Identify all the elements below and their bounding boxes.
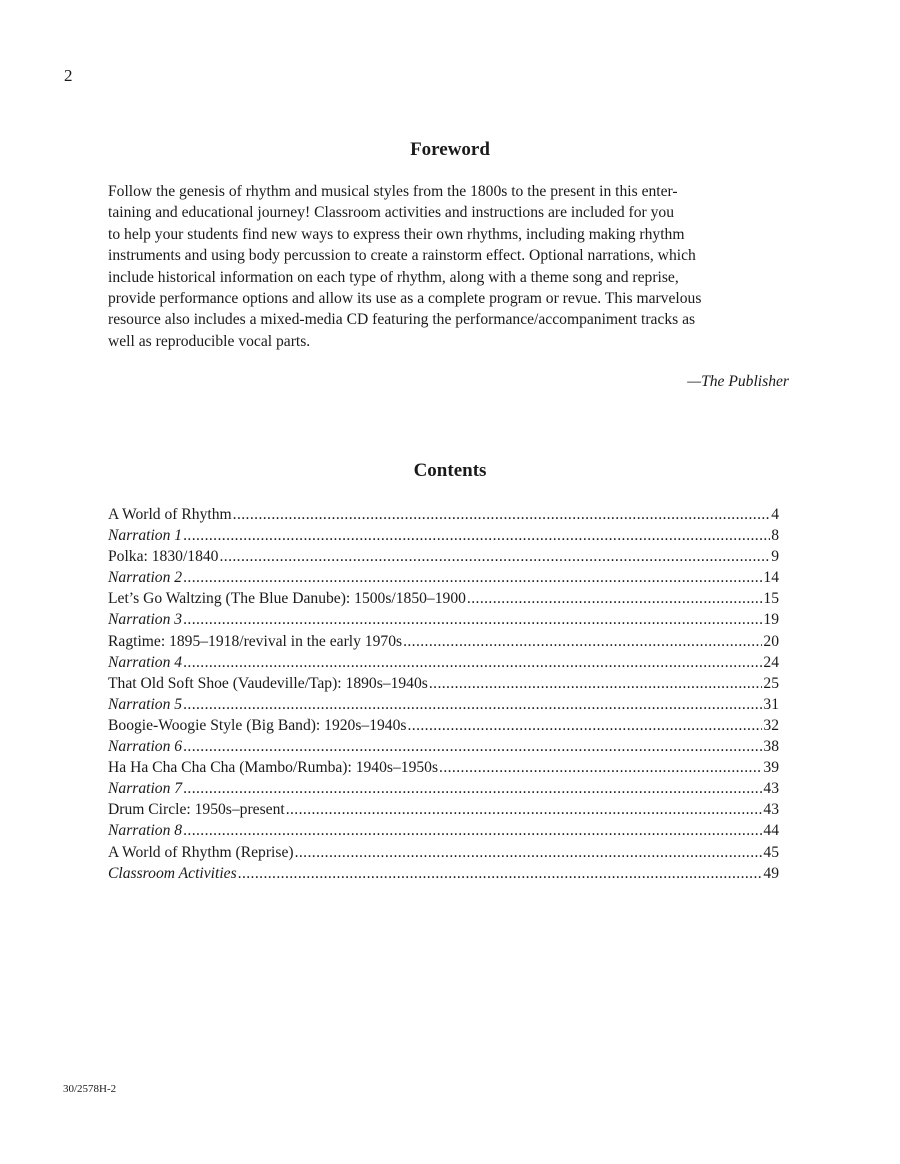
toc-dot-leader [286, 799, 763, 820]
toc-entry-title: Narration 3 [108, 611, 183, 629]
toc-dot-leader [439, 757, 762, 778]
toc-entry-page: 43 [763, 801, 779, 819]
toc-entry-page: 31 [763, 695, 779, 713]
toc-dot-leader [183, 778, 762, 799]
toc-entry [108, 546, 779, 567]
toc-entry-page: 9 [771, 548, 779, 566]
toc-entry-page: 8 [771, 527, 779, 545]
toc-dot-leader [233, 504, 771, 525]
toc-dot-leader [183, 694, 762, 715]
foreword-line: to help your students find new ways to express their own rhythms, including making rhythm [108, 225, 685, 243]
toc-entry-page: 49 [763, 864, 779, 882]
toc-dot-leader [238, 863, 763, 884]
toc-dot-leader [183, 652, 762, 673]
foreword-line: Follow the genesis of rhythm and musical styles from the 1800s to the present in this enter- [108, 183, 678, 200]
toc-entry-title: Drum Circle: 1950s–present [108, 801, 285, 819]
toc-entry [108, 842, 779, 863]
toc-entry [108, 799, 779, 820]
toc-entry [108, 757, 779, 778]
foreword-line: taining and educational journey! Classroom activities and instructions are included for you [108, 204, 674, 222]
toc-entry-page: 25 [763, 674, 779, 692]
foreword-body [108, 181, 798, 352]
toc-entry-page: 32 [763, 716, 779, 734]
toc-entry [108, 525, 779, 546]
foreword-heading: Foreword [410, 139, 490, 160]
foreword-line: resource also includes a mixed-media CD featuring the performance/accompaniment tracks as [108, 311, 696, 329]
toc-entry-title: Polka: 1830/1840 [108, 548, 219, 566]
toc-entry-page: 44 [763, 822, 779, 840]
toc-entry-title: Ragtime: 1895–1918/revival in the early 1970s [108, 632, 403, 650]
foreword-line: provide performance options and allow its use as a complete program or revue. This marvelous [108, 290, 702, 308]
toc-entry-title: That Old Soft Shoe (Vaudeville/Tap): 1890s–1940s [108, 674, 428, 692]
toc-entry [108, 715, 779, 736]
toc-entry-title: Narration 5 [108, 695, 183, 713]
toc-dot-leader [183, 525, 770, 546]
toc-entry-page: 4 [771, 506, 779, 523]
toc-entry [108, 652, 779, 673]
toc-entry-title: A World of Rhythm (Reprise) [108, 843, 294, 861]
toc-entry-title: Narration 2 [108, 569, 183, 587]
toc-entry-title: Narration 4 [108, 653, 183, 671]
toc-entry-title: Narration 8 [108, 822, 183, 840]
foreword-signature: —The Publisher [687, 373, 789, 390]
toc-entry-title: Narration 1 [108, 527, 183, 545]
table-of-contents [108, 504, 779, 884]
contents-heading: Contents [413, 460, 487, 481]
toc-entry-page: 45 [763, 843, 779, 861]
toc-entry [108, 504, 779, 525]
toc-entry [108, 588, 779, 609]
page-number: 2 [64, 66, 73, 85]
toc-entry [108, 778, 779, 799]
toc-entry [108, 631, 779, 652]
toc-entry-title: Let’s Go Waltzing (The Blue Danube): 1500s/1850–1900 [108, 590, 466, 608]
toc-entry-title: Ha Ha Cha Cha Cha (Mambo/Rumba): 1940s–1950s [108, 759, 439, 777]
toc-entry-title: Narration 6 [108, 738, 183, 756]
toc-dot-leader [219, 546, 770, 567]
catalog-code: 30/2578H-2 [63, 1083, 117, 1095]
toc-dot-leader [183, 820, 762, 841]
toc-entry-title: A World of Rhythm [108, 506, 232, 523]
foreword-line: well as reproducible vocal parts. [108, 332, 311, 350]
toc-dot-leader [403, 631, 762, 652]
toc-entry-title: Narration 7 [108, 780, 183, 798]
toc-entry [108, 736, 779, 757]
toc-entry-page: 20 [763, 632, 779, 650]
toc-dot-leader [183, 736, 762, 757]
toc-dot-leader [295, 842, 763, 863]
toc-dot-leader [183, 567, 762, 588]
toc-entry [108, 863, 779, 884]
toc-entry [108, 673, 779, 694]
toc-entry-page: 43 [763, 780, 779, 798]
toc-entry [108, 694, 779, 715]
toc-dot-leader [467, 588, 762, 609]
toc-entry-page: 19 [763, 611, 779, 629]
foreword-line: include historical information on each type of rhythm, along with a theme song and reprise, [108, 268, 679, 286]
toc-entry-title: Classroom Activities [108, 864, 237, 882]
toc-entry-title: Boogie-Woogie Style (Big Band): 1920s–1940s [108, 716, 407, 734]
toc-entry-page: 14 [763, 569, 779, 587]
toc-dot-leader [183, 609, 762, 630]
foreword-line: instruments and using body percussion to create a rainstorm effect. Optional narrations, which [108, 247, 696, 265]
toc-entry [108, 609, 779, 630]
toc-entry [108, 820, 779, 841]
toc-entry [108, 567, 779, 588]
toc-entry-page: 24 [763, 653, 779, 671]
toc-dot-leader [429, 673, 763, 694]
toc-entry-page: 38 [763, 738, 779, 756]
toc-dot-leader [407, 715, 762, 736]
toc-entry-page: 15 [763, 590, 779, 608]
toc-entry-page: 39 [763, 759, 779, 777]
